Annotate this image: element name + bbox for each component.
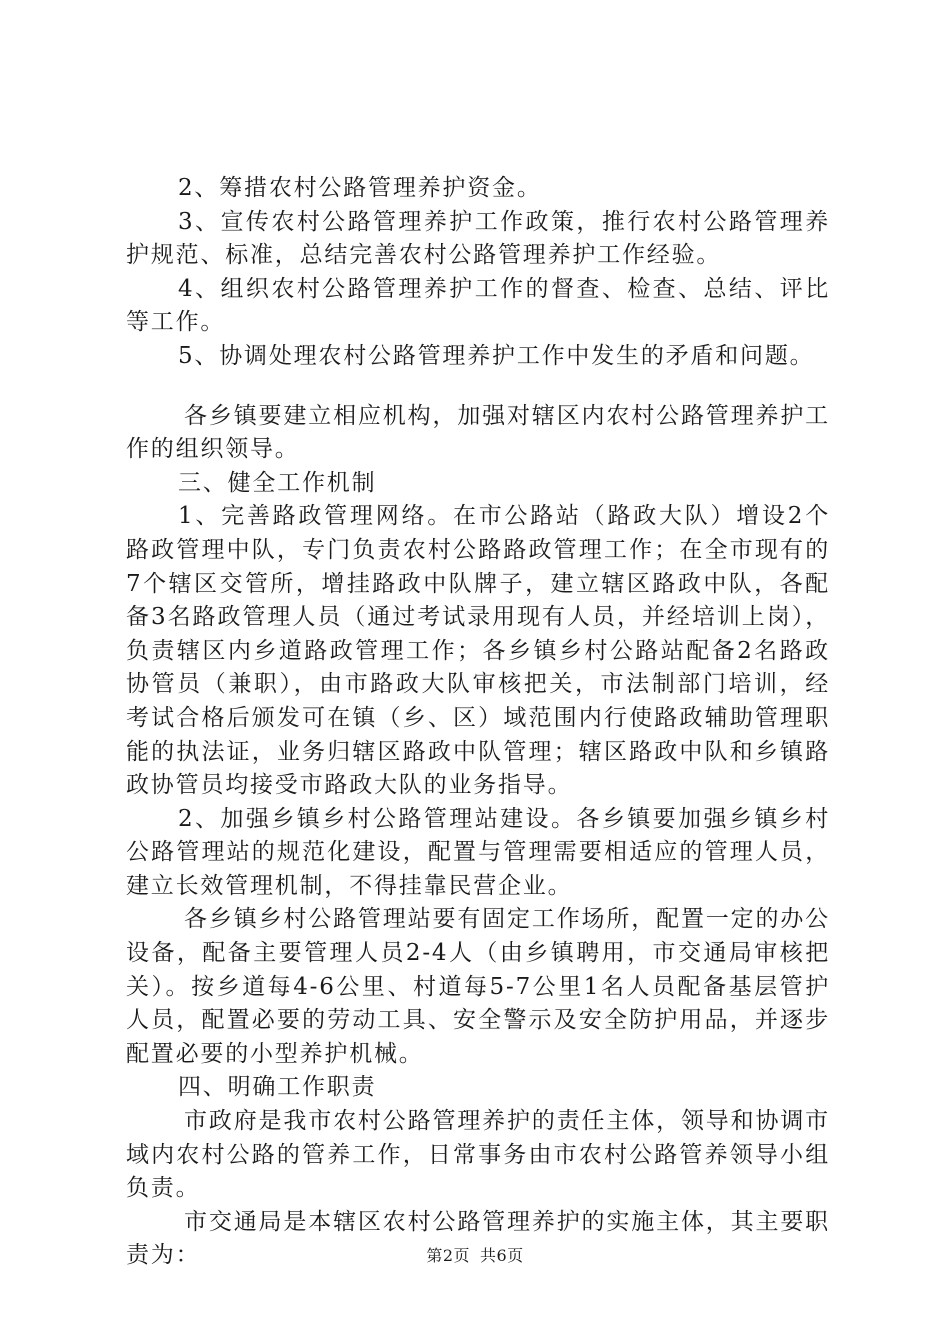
section-heading-mechanism: 三、健全工作机制 [178,469,377,496]
section-heading-responsibilities: 四、明确工作职责 [178,1074,377,1101]
paragraph-road-administration-network: 1、完善路政管理网络。在市公路站（路政大队）增设2个路政管理中队，专门负责农村公路路政管理工作；在全市现有的7个辖区交管所，增挂路政中队牌子，建立辖区路政中队，各配备3名路政管理人员（通过考试录用现有人员，并经培训上岗），负责辖区内乡道路政管理工作；各乡镇乡村公路站配备2名路政协管员（兼职），由市路政大队审核把关，市法制部门培训，经考试合格后颁发可在镇（乡、区）域范围内行使路政辅助管理职能的执法证，业务归辖区路政中队管理；辖区路政中队和乡镇路政协管员均接受市路政大队的业务指导。 [126,503,830,799]
paragraph-publicity: 3、宣传农村公路管理养护工作政策，推行农村公路管理养护规范、标准，总结完善农村公路管理养护工作经验。 [126,208,830,269]
paragraph-government-role: 市政府是我市农村公路管理养护的责任主体，领导和协调市域内农村公路的管养工作，日常事务由市农村公路管养领导小组负责。 [126,1108,830,1202]
paragraph-township-organization: 各乡镇要建立相应机构，加强对辖区内农村公路管理养护工作的组织领导。 [126,402,830,463]
paragraph-funding: 2、筹措农村公路管理养护资金。 [178,175,542,201]
page-footer [0,1243,950,1266]
paragraph-station-staffing: 各乡镇乡村公路管理站要有固定工作场所，配置一定的办公设备，配备主要管理人员2-4人（由乡镇聘用，市交通局审核把关）。按乡道每4-6公里、村道每5-7公里1名人员配备基层管护人员，配置必要的劳动工具、安全警示及安全防护用品，并逐步配置必要的小型养护机械。 [126,906,830,1067]
paragraph-coordination: 5、协调处理农村公路管理养护工作中发生的矛盾和问题。 [178,342,815,369]
paragraph-station-construction: 2、加强乡镇乡村公路管理站建设。各乡镇要加强乡镇乡村公路管理站的规范化建设，配置与管理需要相适应的管理人员，建立长效管理机制，不得挂靠民营企业。 [126,805,830,899]
paragraph-transport-bureau-role: 市交通局是本辖区农村公路管理养护的实施主体，其主要职责为： [126,1208,830,1269]
body-text [126,172,830,1273]
paragraph-inspection: 4、组织农村公路管理养护工作的督查、检查、总结、评比等工作。 [126,275,830,336]
page-number: 第2页 [426,1246,470,1265]
page-total: 共6页 [480,1246,524,1265]
